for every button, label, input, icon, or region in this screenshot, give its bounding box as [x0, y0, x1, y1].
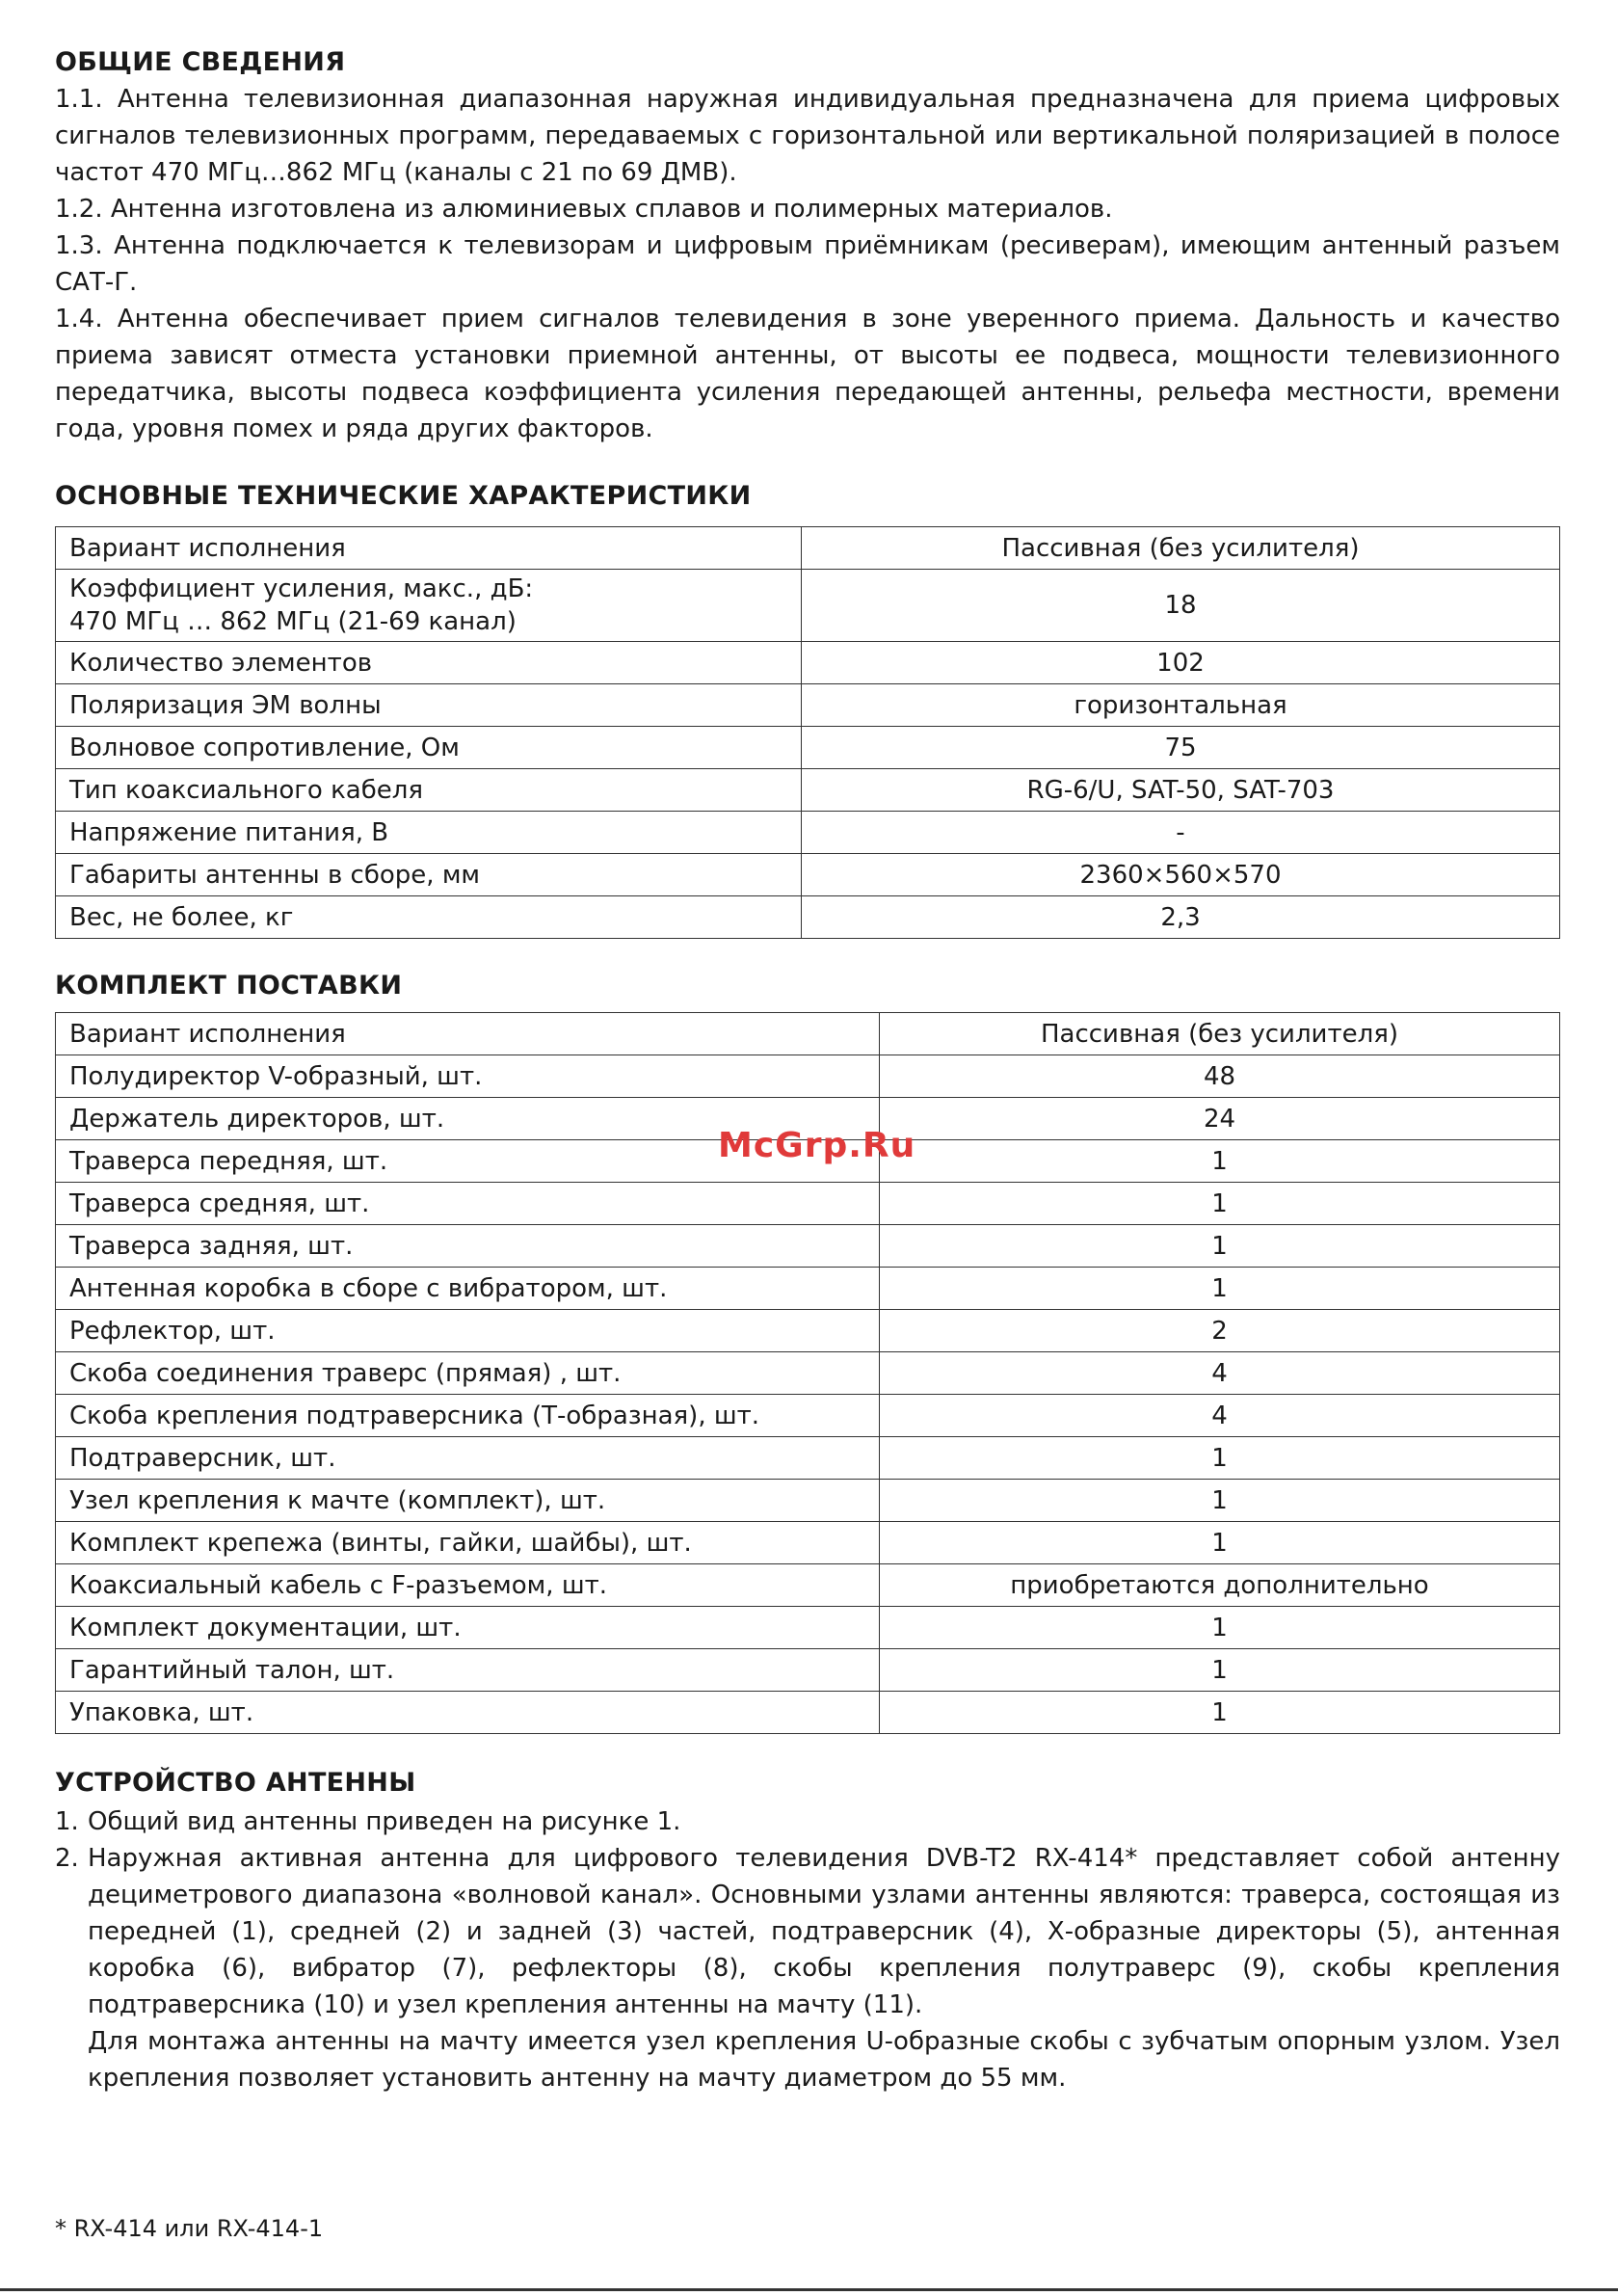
general-paragraph-3: 1.3. Антенна подключается к телевизорам и цифровым приёмникам (ресиверам), имеющим антенный разъем САТ-Г.: [55, 231, 1560, 297]
kit-value: 1: [880, 1268, 1560, 1310]
specs-table: [55, 526, 1560, 939]
table-row: [56, 570, 1560, 642]
table-row: [56, 1055, 1560, 1098]
general-title: ОБЩИЕ СВЕДЕНИЯ: [55, 47, 346, 77]
spec-label: Габариты антенны в сборе, мм: [56, 854, 802, 896]
table-row: [56, 1395, 1560, 1437]
table-row: [56, 1480, 1560, 1522]
table-row: [56, 642, 1560, 684]
table-row: [56, 769, 1560, 812]
kit-value: 4: [880, 1352, 1560, 1395]
spec-value: 75: [802, 727, 1560, 769]
general-paragraph-2: 1.2. Антенна изготовлена из алюминиевых сплавов и полимерных материалов.: [55, 195, 1113, 224]
kit-value: 1: [880, 1607, 1560, 1649]
device-title: УСТРОЙСТВО АНТЕННЫ: [55, 1768, 416, 1798]
kit-label: Скоба соединения траверс (прямая) , шт.: [56, 1352, 880, 1395]
spec-label: Вес, не более, кг: [56, 896, 802, 939]
list-number: 2.: [55, 1844, 79, 1873]
kit-table: [55, 1012, 1560, 1734]
spec-value: -: [802, 812, 1560, 854]
list-text: Наружная активная антенна для цифрового телевидения DVB-T2 RX-414* представляет собой антенну дециметрового диапазона «волновой канал». Основными узлами антенны являются: траверса, состоящая из передней (1), средней (2) и задней (3) частей, подтраверсник (4), Х-образные директоры (5), антенная коробка (6), вибратор (7), рефлекторы (8), скобы крепления полутраверс (9), скобы крепления подтраверсника (10) и узел крепления антенны на мачту (11).: [88, 1844, 1560, 2019]
document-page: [55, 44, 1560, 2096]
list-number: 1.: [55, 1807, 79, 1836]
device-list: [55, 1803, 1560, 2096]
spec-label: Поляризация ЭМ волны: [56, 684, 802, 727]
kit-label: Комплект документации, шт.: [56, 1607, 880, 1649]
list-text: Общий вид антенны приведен на рисунке 1.: [88, 1807, 681, 1836]
kit-value: приобретаются дополнительно: [880, 1564, 1560, 1607]
kit-label: Траверса задняя, шт.: [56, 1225, 880, 1268]
footnote: * RX-414 или RX-414-1: [55, 2215, 324, 2242]
table-row: [56, 1522, 1560, 1564]
kit-label: Рефлектор, шт.: [56, 1310, 880, 1352]
kit-label: Узел крепления к мачте (комплект), шт.: [56, 1480, 880, 1522]
table-row: [56, 1437, 1560, 1480]
spec-value: 18: [802, 570, 1560, 642]
list-item: [55, 1840, 1560, 2023]
table-row: [56, 527, 1560, 570]
kit-value: 48: [880, 1055, 1560, 1098]
kit-value: Пассивная (без усилителя): [880, 1013, 1560, 1055]
general-paragraph-4: 1.4. Антенна обеспечивает прием сигналов телевидения в зоне уверенного приема. Дальность и качество приема зависят отместа установки приемной антенны, от высоты ее подвеса, мощности телевизионного передатчика, высоты подвеса коэффициента усиления передающей антенны, рельефа местности, времени года, уровня помех и ряда других факторов.: [55, 305, 1560, 443]
table-row: [56, 1310, 1560, 1352]
spec-value: 2,3: [802, 896, 1560, 939]
spec-label: Количество элементов: [56, 642, 802, 684]
spec-value: RG-6/U, SAT-50, SAT-703: [802, 769, 1560, 812]
kit-value: 1: [880, 1140, 1560, 1183]
kit-title: КОМПЛЕКТ ПОСТАВКИ: [55, 971, 403, 1001]
table-row: [56, 854, 1560, 896]
general-paragraph-1: 1.1. Антенна телевизионная диапазонная наружная индивидуальная предназначена для приема цифровых сигналов телевизионных программ, передаваемых с горизонтальной или вертикальной поляризацией в полосе частот 470 МГц…862 МГц (каналы с 21 по 69 ДМВ).: [55, 85, 1560, 187]
table-row: [56, 896, 1560, 939]
kit-value: 1: [880, 1692, 1560, 1734]
kit-label: Антенная коробка в сборе с вибратором, шт.: [56, 1268, 880, 1310]
specs-title: ОСНОВНЫЕ ТЕХНИЧЕСКИЕ ХАРАКТЕРИСТИКИ: [55, 481, 752, 511]
table-row: [56, 812, 1560, 854]
kit-value: 1: [880, 1480, 1560, 1522]
kit-value: 1: [880, 1225, 1560, 1268]
table-row: [56, 1268, 1560, 1310]
kit-label: Траверса передняя, шт.: [56, 1140, 880, 1183]
spec-label: Волновое сопротивление, Ом: [56, 727, 802, 769]
kit-value: 1: [880, 1183, 1560, 1225]
bottom-divider: [0, 2288, 1618, 2291]
table-row: [56, 1607, 1560, 1649]
table-row: [56, 1013, 1560, 1055]
spec-label: Коэффициент усиления, макс., дБ: 470 МГц … 862 МГц (21-69 канал): [56, 570, 802, 642]
list-text: Для монтажа антенны на мачту имеется узел крепления U-образные скобы с зубчатым опорным узлом. Узел крепления позволяет установить антенну на мачту диаметром до 55 мм.: [88, 2027, 1560, 2093]
kit-label: Траверса средняя, шт.: [56, 1183, 880, 1225]
table-row: [56, 1649, 1560, 1692]
table-row: [56, 1183, 1560, 1225]
table-row: [56, 1564, 1560, 1607]
kit-label: Гарантийный талон, шт.: [56, 1649, 880, 1692]
kit-value: 1: [880, 1649, 1560, 1692]
kit-label: Держатель директоров, шт.: [56, 1098, 880, 1140]
kit-value: 4: [880, 1395, 1560, 1437]
table-row: [56, 727, 1560, 769]
spec-value: Пассивная (без усилителя): [802, 527, 1560, 570]
table-row: [56, 684, 1560, 727]
kit-value: 1: [880, 1437, 1560, 1480]
watermark: McGrp.Ru: [718, 1126, 916, 1165]
table-row: [56, 1692, 1560, 1734]
kit-value: 24: [880, 1098, 1560, 1140]
spec-value: 2360×560×570: [802, 854, 1560, 896]
spec-label: Тип коаксиального кабеля: [56, 769, 802, 812]
spec-value: горизонтальная: [802, 684, 1560, 727]
kit-value: 2: [880, 1310, 1560, 1352]
kit-label: Скоба крепления подтраверсника (Т-образная), шт.: [56, 1395, 880, 1437]
kit-label: Вариант исполнения: [56, 1013, 880, 1055]
table-row: [56, 1225, 1560, 1268]
kit-label: Комплект крепежа (винты, гайки, шайбы), шт.: [56, 1522, 880, 1564]
spec-label: Вариант исполнения: [56, 527, 802, 570]
kit-label: Упаковка, шт.: [56, 1692, 880, 1734]
kit-label: Коаксиальный кабель с F-разъемом, шт.: [56, 1564, 880, 1607]
spec-value: 102: [802, 642, 1560, 684]
kit-label: Полудиректор V-образный, шт.: [56, 1055, 880, 1098]
kit-value: 1: [880, 1522, 1560, 1564]
spec-label: Напряжение питания, В: [56, 812, 802, 854]
kit-label: Подтраверсник, шт.: [56, 1437, 880, 1480]
table-row: [56, 1352, 1560, 1395]
list-item-continuation: [55, 2023, 1560, 2096]
list-item: [55, 1803, 1560, 1840]
